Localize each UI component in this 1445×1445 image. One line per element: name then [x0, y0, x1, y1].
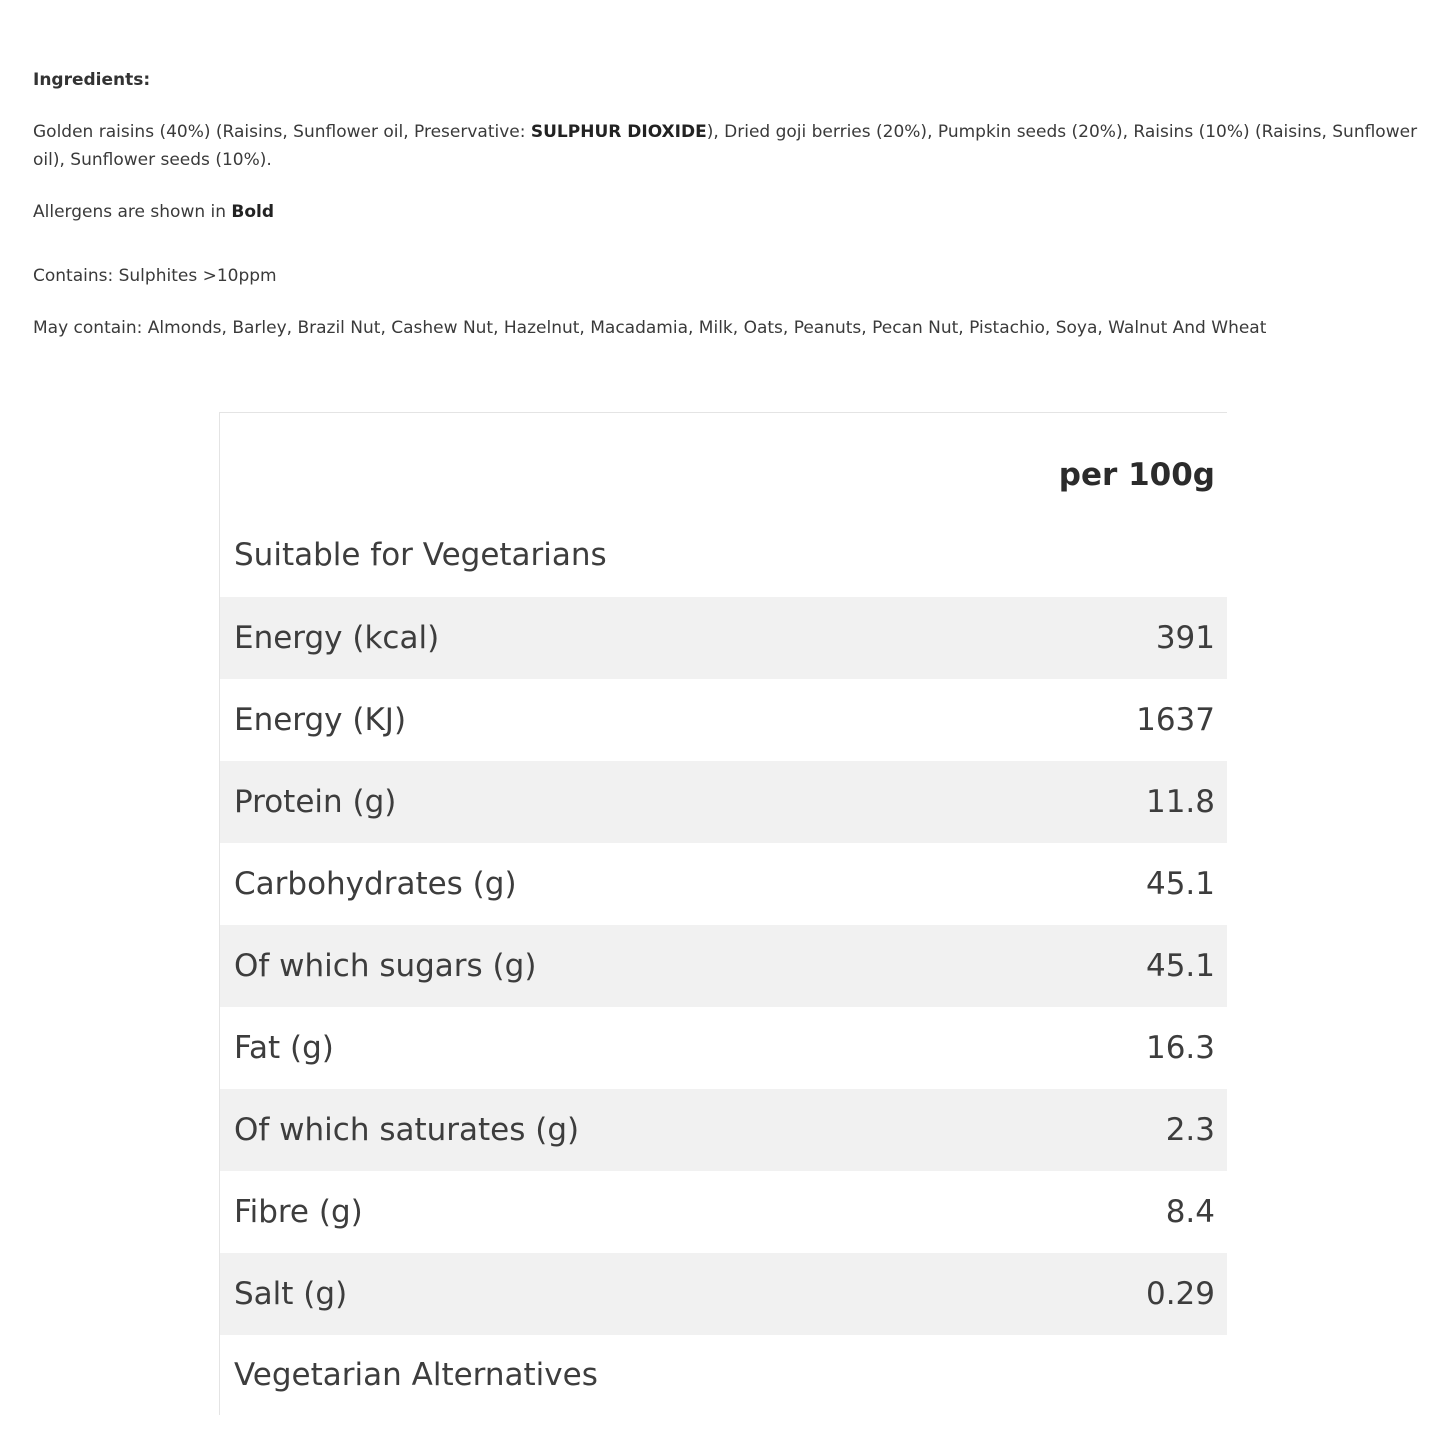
vegetarian-alternatives-row: [220, 1335, 1227, 1415]
ingredients-list: [33, 118, 1423, 174]
nutrition-row: [220, 1089, 1227, 1171]
nutrient-value: 0.29: [1145, 1276, 1215, 1312]
nutrition-row: [220, 761, 1227, 843]
nutrition-row: [220, 1007, 1227, 1089]
nutrient-label: Of which sugars (g): [234, 948, 537, 984]
ingredients-section: [33, 66, 1423, 342]
may-contain-statement: May contain: Almonds, Barley, Brazil Nut, Cashew Nut, Hazelnut, Macadamia, Milk, Oats, Peanuts, Pecan Nut, Pistachio, Soya, Walnut And Wheat: [33, 318, 1267, 338]
nutrient-value: 16.3: [1145, 1030, 1215, 1066]
nutrient-value: 1637: [1136, 702, 1215, 738]
nutrient-value: 8.4: [1165, 1194, 1215, 1230]
nutrition-row: [220, 1253, 1227, 1335]
nutrient-label: Salt (g): [234, 1276, 348, 1312]
nutrition-table: [219, 412, 1227, 1415]
ingredients-text-part2: ), Dried goji berries (20%), Pumpkin seeds (20%), Raisins (10%) (Raisins, Sunflower oil), Sunflower seeds (10%).: [33, 122, 1418, 170]
nutrient-label: Fat (g): [234, 1030, 334, 1066]
nutrient-value: 391: [1155, 620, 1215, 656]
nutrition-rows: [220, 597, 1227, 1335]
allergen-note-bold: Bold: [231, 202, 275, 222]
nutrition-row: [220, 679, 1227, 761]
nutrition-row: [220, 843, 1227, 925]
allergen-note: [33, 198, 1423, 226]
suitable-for-vegetarians-label: Suitable for Vegetarians: [234, 537, 607, 573]
allergen-note-prefix: Allergens are shown in: [33, 202, 232, 222]
nutrition-header-row: [220, 413, 1227, 537]
nutrient-value: 45.1: [1145, 866, 1215, 902]
nutrient-label: Fibre (g): [234, 1194, 363, 1230]
nutrient-label: Of which saturates (g): [234, 1112, 580, 1148]
nutrient-label: Protein (g): [234, 784, 397, 820]
nutrient-value: 45.1: [1145, 948, 1215, 984]
nutrition-row: [220, 925, 1227, 1007]
nutrition-row: [220, 597, 1227, 679]
nutrient-label: Carbohydrates (g): [234, 866, 517, 902]
nutrient-label: Energy (KJ): [234, 702, 407, 738]
suitable-for-vegetarians-row: [220, 537, 1227, 597]
nutrition-row: [220, 1171, 1227, 1253]
ingredients-heading: Ingredients:: [33, 70, 151, 90]
nutrient-label: Energy (kcal): [234, 620, 440, 656]
contains-statement: Contains: Sulphites >10ppm: [33, 266, 277, 286]
nutrient-value: 11.8: [1145, 784, 1215, 820]
vegetarian-alternatives-label: Vegetarian Alternatives: [234, 1357, 598, 1393]
nutrient-value: 2.3: [1165, 1112, 1215, 1148]
per-100g-header: per 100g: [1058, 457, 1215, 493]
allergen-highlight: SULPHUR DIOXIDE: [530, 122, 707, 142]
ingredients-text-part1: Golden raisins (40%) (Raisins, Sunflower oil, Preservative:: [33, 122, 531, 142]
